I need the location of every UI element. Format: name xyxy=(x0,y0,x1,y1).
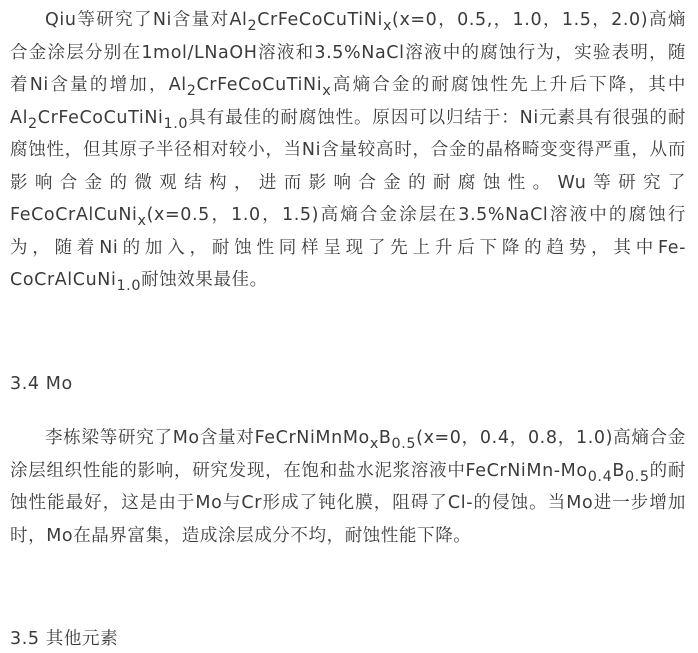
text-run: (x=0，0.4，0.8，1.0)高熵合金涂层组织性能的影响，研究发现，在饱和盐水泥浆溶液中FeCrNiMn-Mo xyxy=(10,428,686,481)
subscript: 0.4 xyxy=(587,468,613,485)
subscript: 1.0 xyxy=(163,115,189,132)
text-run: (x=0.5，1.0，1.5)高熵合金涂层在3.5%NaCl溶液中的腐蚀行为，随着Ni的加入，耐蚀性同样呈现了先上升后下降的趋势，其中Fe-CoCrAlCuNi xyxy=(10,205,686,290)
text-run: B xyxy=(378,428,392,448)
paragraph-ni xyxy=(10,4,686,297)
text-run: 耐蚀效果最佳。 xyxy=(141,270,268,290)
paragraph-mo xyxy=(10,422,686,552)
text-run: CrFeCoCuTiNi xyxy=(196,75,323,95)
text-run: CrFeCoCuTiNi xyxy=(257,10,383,30)
subscript: 0.5 xyxy=(624,468,650,485)
text-run: B xyxy=(612,460,625,481)
text-run: 李栋梁等研究了Mo含量对FeCrNiMnMo xyxy=(45,428,370,448)
text-run: CrFeCoCuTiNi xyxy=(37,107,164,128)
subscript: x xyxy=(137,213,147,230)
text-run: Qiu等研究了Ni含量对Al xyxy=(45,10,248,30)
text-run: 高熵合金的耐腐蚀性先上升后下降，其中Al xyxy=(10,75,686,128)
subscript: 0.5 xyxy=(391,436,417,453)
subscript: x xyxy=(322,83,332,100)
section-heading-mo: 3.4 Mo xyxy=(10,374,73,394)
subscript: x xyxy=(382,18,393,35)
section-heading-other-elements: 3.5 其他元素 xyxy=(10,629,119,649)
text-run: (x=0，0.5,，1.0，1.5，2.0)高熵合金涂层分别在1mol/LNaOH溶液和3.5%NaCl溶液中的腐蚀行为，实验表明，随着Ni含量的增加，Al xyxy=(10,10,686,95)
subscript: 2 xyxy=(28,115,38,132)
subscript: 1.0 xyxy=(116,278,142,295)
subscript: 2 xyxy=(186,83,197,100)
subscript: 2 xyxy=(247,18,258,35)
text-run: 具有最佳的耐腐蚀性。原因可以归结于：Ni元素具有很强的耐腐蚀性，但其原子半径相对较小，当Ni含量较高时，合金的晶格畸变变得严重，从而影响合金的微观结构，进而影响合金的耐腐蚀性。Wu等研究了FeCoCrAlCuNi xyxy=(10,107,686,225)
subscript: x xyxy=(369,436,379,453)
text-run: 的耐蚀性能最好，这是由于Mo与Cr形成了钝化膜，阻碍了Cl-的侵蚀。当Mo进一步增加时，Mo在晶界富集，造成涂层成分不均，耐蚀性能下降。 xyxy=(10,460,687,546)
